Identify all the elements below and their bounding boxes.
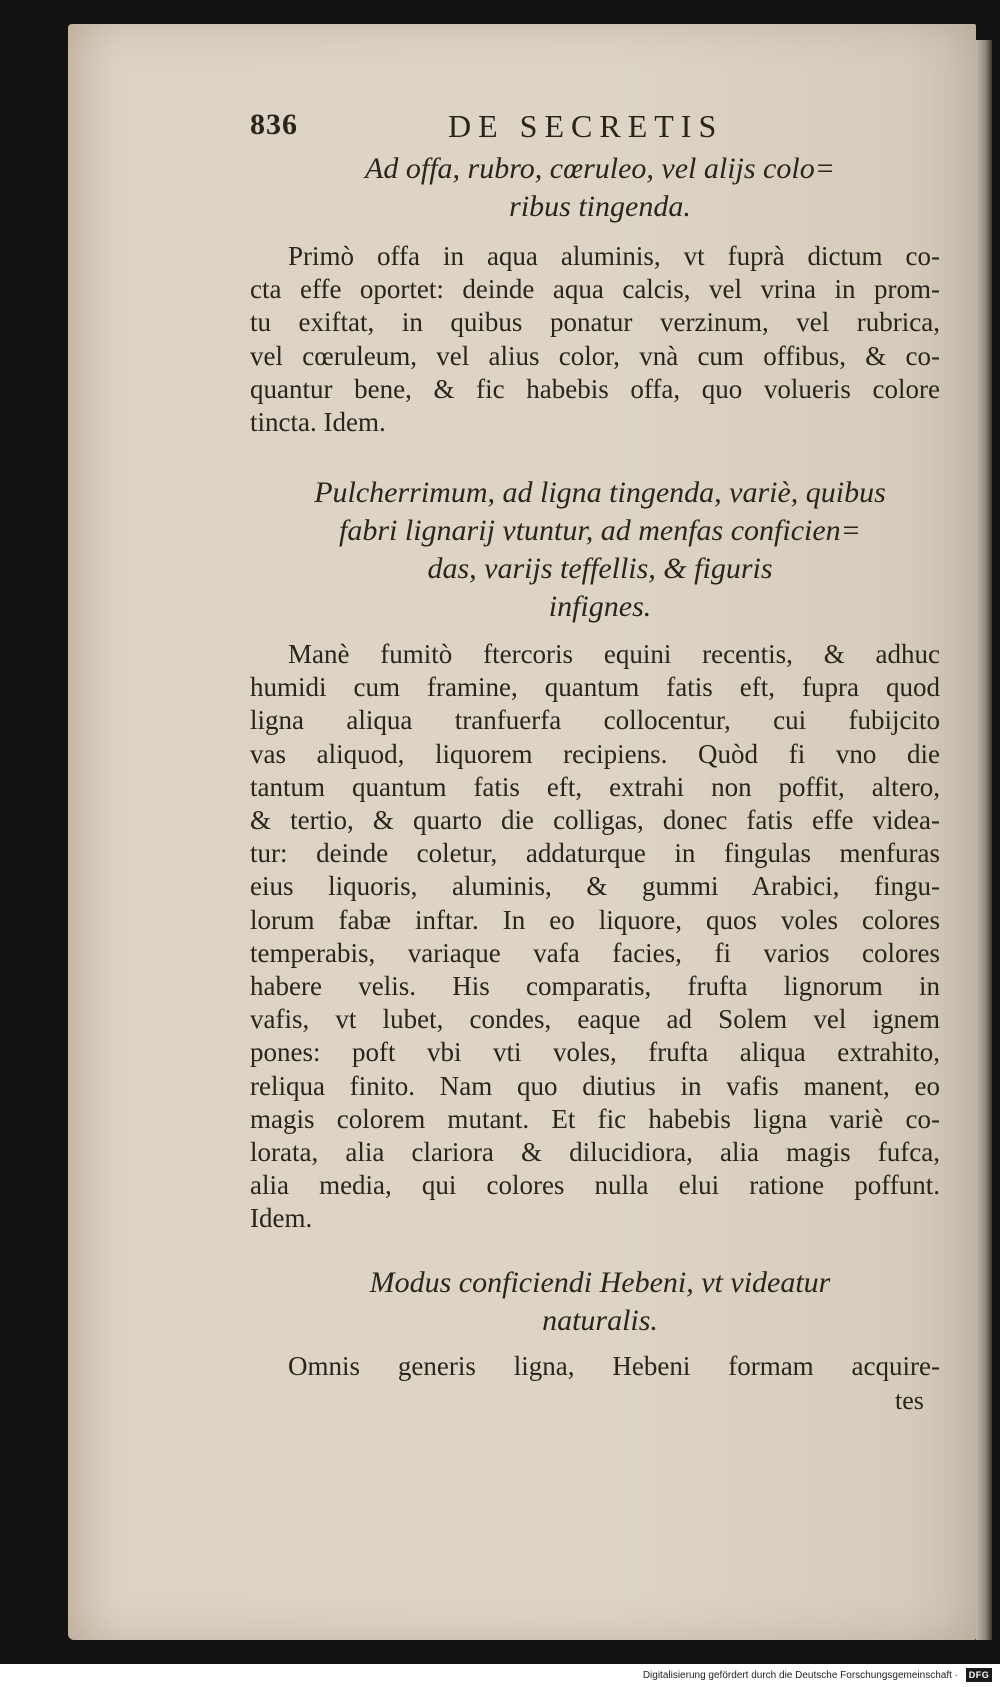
page-header — [250, 108, 780, 148]
text-line: reliqua finito. Nam quo diutius in vafis manent, eo — [250, 1070, 940, 1101]
dfg-logo: DFG — [966, 1668, 992, 1682]
text-line: tantum quantum fatis eft, extrahi non poffit, altero, — [250, 771, 940, 802]
text-line: eius liquoris, aluminis, & gummi Arabici, fingu- — [250, 871, 940, 902]
page-edge — [976, 40, 992, 1640]
heading-line: naturalis. — [542, 1304, 658, 1337]
section-heading-ebony — [290, 1264, 910, 1340]
text-line: tu exiftat, in quibus ponatur verzinum, vel rubrica, — [250, 307, 940, 338]
text-line: Primò offa in aqua aluminis, vt fuprà dictum co- — [288, 241, 940, 271]
heading-line: das, varijs teffellis, & figuris — [427, 552, 773, 585]
heading-line: infignes. — [548, 590, 652, 623]
section-body-wood — [250, 638, 940, 1236]
text-line: temperabis, variaque vafa facies, fi varios colores — [250, 937, 940, 968]
text-line: lorata, alia clariora & dilucidiora, alia magis fufca, — [250, 1137, 940, 1168]
text-line: Manè fumitò ftercoris equini recentis, & adhuc — [288, 639, 940, 669]
text-line: Idem. — [250, 1203, 313, 1234]
text-line: pones: poft vbi vti voles, frufta aliqua extrahito, — [250, 1037, 940, 1068]
text-line: vel cœruleum, vel alius color, vnà cum offibus, & co- — [250, 340, 940, 371]
heading-line: ribus tingenda. — [509, 190, 691, 223]
text-line: ligna aliqua tranfuerfa collocentur, cui fubijcito — [250, 705, 940, 736]
text-line: vafis, vt lubet, condes, eaque ad Solem vel ignem — [250, 1004, 940, 1035]
text-line: alia media, qui colores nulla elui ratione poffunt. — [250, 1170, 940, 1201]
section-body-ebony — [250, 1350, 940, 1383]
text-line: quantur bene, & fic habebis offa, quo volueris colore — [250, 373, 940, 404]
text-line: humidi cum framine, quantum fatis eft, fupra quod — [250, 672, 940, 703]
heading-line: fabri lignarij vtuntur, ad menfas conficien= — [339, 514, 861, 547]
heading-line: Ad offa, rubro, cœruleo, vel alijs colo= — [365, 152, 835, 185]
page-number: 836 — [250, 108, 298, 141]
text-line: magis colorem mutant. Et fic habebis ligna variè co- — [250, 1103, 940, 1134]
running-head: DE SECRETIS — [448, 108, 724, 144]
section-body-bones — [250, 240, 940, 439]
text-line: habere velis. His comparatis, frufta lignorum in — [250, 971, 940, 1002]
text-line: cta effe oportet: deinde aqua calcis, vel vrina in prom- — [250, 274, 940, 305]
heading-line: Modus conficiendi Hebeni, vt videatur — [369, 1266, 831, 1299]
section-heading-wood — [250, 474, 950, 626]
text-line: lorum fabæ inftar. In eo liquore, quos voles colores — [250, 904, 940, 935]
text-line: vas aliquod, liquorem recipiens. Quòd fi vno die — [250, 738, 940, 769]
catchword: tes — [895, 1386, 924, 1415]
text-line: tur: deinde coletur, addaturque in fingulas menfuras — [250, 838, 940, 869]
text-line: tincta. Idem. — [250, 407, 386, 438]
section-heading-bones — [320, 150, 880, 226]
heading-line: Pulcherrimum, ad ligna tingenda, variè, quibus — [314, 476, 886, 509]
footer-credit: Digitalisierung gefördert durch die Deutsche Forschungsgemeinschaft · — [642, 1670, 958, 1681]
text-line: Omnis generis ligna, Hebeni formam acquire- — [288, 1351, 940, 1381]
text-line: & tertio, & quarto die colligas, donec fatis effe videa- — [250, 805, 940, 836]
